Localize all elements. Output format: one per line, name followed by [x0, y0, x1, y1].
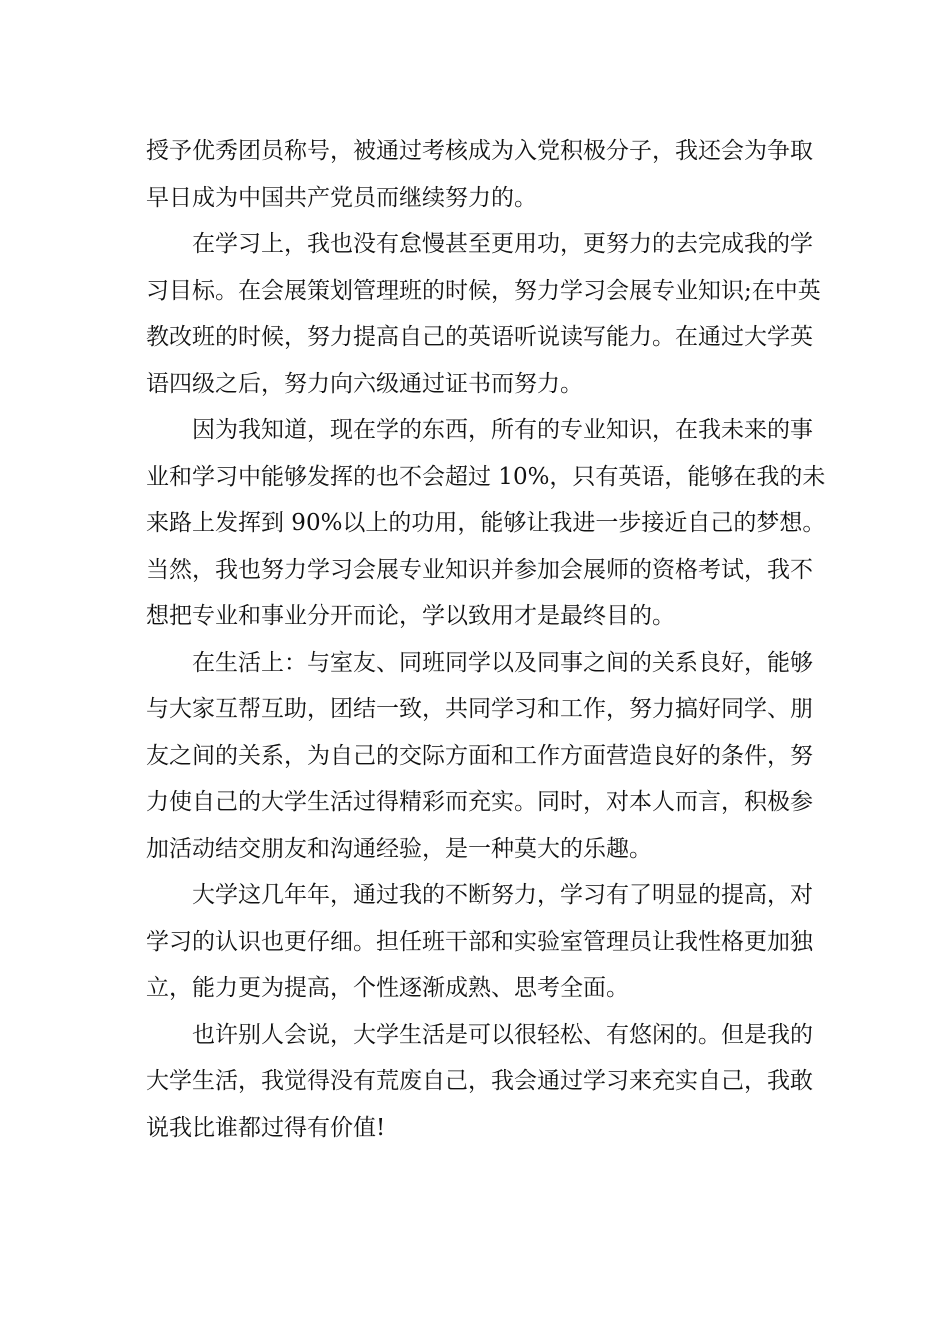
paragraph: [146, 407, 826, 640]
text-line: 想把专业和事业分开而论，学以致用才是最终目的。: [146, 603, 675, 629]
text-line: 大学这几年年，通过我的不断努力，学习有了明显的提高，对: [192, 882, 813, 908]
text-line: 因为我知道，现在学的东西，所有的专业知识，在我未来的事: [192, 417, 813, 443]
text-line: 力使自己的大学生活过得精彩而充实。同时，对本人而言，积极参: [146, 789, 813, 815]
paragraph: [146, 128, 813, 221]
text-line: 来路上发挥到 90%以上的功用，能够让我进一步接近自己的梦想。: [146, 510, 826, 536]
text-line: 当然，我也努力学习会展专业知识并参加会展师的资格考试，我不: [146, 556, 813, 583]
paragraph: [146, 221, 821, 407]
text-line: 大学生活，我觉得没有荒废自己，我会通过学习来充实自己，我敢: [146, 1068, 813, 1094]
text-line: 说我比谁都过得有价值!: [146, 1114, 386, 1141]
text-line: 学习的认识也更仔细。担任班干部和实验室管理员让我性格更加独: [146, 928, 813, 955]
text-line: 立，能力更为提高，个性逐渐成熟、思考全面。: [146, 975, 629, 1001]
text-line: 业和学习中能够发挥的也不会超过 10%，只有英语，能够在我的未: [146, 463, 826, 490]
text-line: 语四级之后，努力向六级通过证书而努力。: [146, 370, 583, 397]
text-line: 友之间的关系，为自己的交际方面和工作方面营造良好的条件，努: [146, 742, 813, 769]
paragraph: [146, 1012, 813, 1152]
text-line: 教改班的时候，努力提高自己的英语听说读写能力。在通过大学英: [146, 324, 813, 350]
paragraph: [146, 640, 813, 873]
text-line: 在学习上，我也没有怠慢甚至更用功，更努力的去完成我的学: [192, 231, 813, 257]
text-line: 与大家互帮互助，团结一致，共同学习和工作，努力搞好同学、朋: [146, 696, 813, 722]
text-line: 习目标。在会展策划管理班的时候，努力学习会展专业知识;在中英: [146, 277, 821, 304]
text-line: 授予优秀团员称号，被通过考核成为入党积极分子，我还会为争取: [146, 138, 813, 164]
text-line: 加活动结交朋友和沟通经验，是一种莫大的乐趣。: [146, 835, 652, 862]
text-line: 也许别人会说，大学生活是可以很轻松、有悠闲的。但是我的: [192, 1021, 813, 1048]
paragraph: [146, 872, 813, 1012]
text-line: 早日成为中国共产党员而继续努力的。: [146, 184, 537, 211]
text-line: 在生活上：与室友、同班同学以及同事之间的关系良好，能够: [192, 649, 813, 676]
document-body: [146, 128, 826, 1151]
